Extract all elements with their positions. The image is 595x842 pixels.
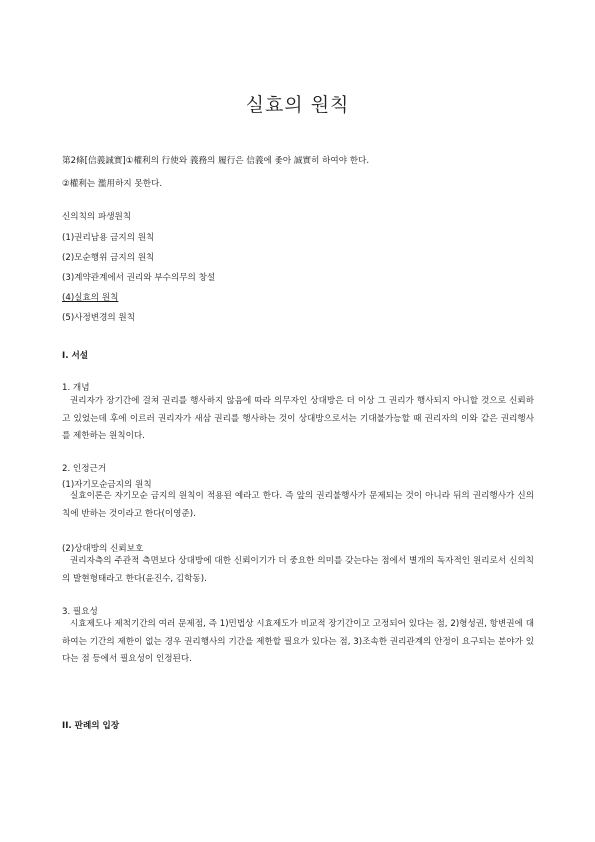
derived-item-5: (5)사정변경의 원칙 — [62, 313, 136, 323]
derived-item-3: (3)계약관계에서 권리와 부수의무의 창설 — [62, 273, 216, 283]
derived-item-2: (2)모순행위 금지의 원칙 — [62, 253, 155, 263]
basis-sub2-body: 권리자측의 주관적 측면보다 상대방에 대한 신뢰이기가 더 중요한 의미를 갖는다는 점에서 별개의 독자적인 원리로서 신의칙의 발현형태라고 한다(윤진수, 김학동). — [62, 556, 534, 584]
derived-principles-heading: 신의칙의 파생원칙 — [62, 212, 132, 222]
derived-item-1: (1)권리남용 금지의 원칙 — [62, 233, 155, 243]
article-line-1: 第2條[信義誠實]①權利의 行使와 義務의 履行은 信義에 좇아 誠實히 하여야 한다. — [62, 156, 370, 166]
necessity-body: 시효제도나 제척기간의 여러 문제점, 즉 1)민법상 시효제도가 비교적 장기간이고 고정되어 있다는 점, 2)형성권, 항변권에 대하여는 기간의 제한이 없는 경우 권리행사의 기간을 제한할 필요가 있다는 점, 3)조속한 권리관계의 안정이 요구되는 분야가 있다는 점 등에서 필요성이 인정된다. — [62, 619, 534, 664]
basis-sub2-heading: (2)상대방의 신뢰보호 — [62, 544, 144, 554]
section-1-heading: I. 서설 — [62, 351, 89, 361]
section-2-heading: II. 판례의 입장 — [62, 721, 120, 731]
article-line-2: ②權利는 濫用하지 못한다. — [62, 179, 163, 189]
derived-item-4: (4)실효의 원칙 — [62, 293, 119, 303]
concept-body: 권리자가 장기간에 걸쳐 권리를 행사하지 않음에 따라 의무자인 상대방은 더 이상 그 권리가 행사되지 아니할 것으로 신뢰하고 있었는데 후에 이르러 권리자가 새삼 권리를 행사하는 것이 상대방으로서는 기대불가능할 때 권리자의 이와 같은 권리행사를 제한하는 원칙이다. — [62, 396, 534, 441]
page-title: 실효의 원칙 — [245, 94, 350, 116]
basis-sub1-body: 실효이론은 자기모순 금지의 원칙이 적용된 예라고 한다. 즉 앞의 권리불행사가 문제되는 것이 아니라 뒤의 권리행사가 신의칙에 반하는 것이라고 한다(이영준). — [62, 491, 534, 519]
concept-heading: 1. 개념 — [62, 383, 90, 393]
necessity-heading: 3. 필요성 — [62, 607, 98, 617]
basis-sub1-heading: (1)자기모순금지의 원칙 — [62, 480, 152, 490]
basis-heading: 2. 인정근거 — [62, 464, 107, 474]
